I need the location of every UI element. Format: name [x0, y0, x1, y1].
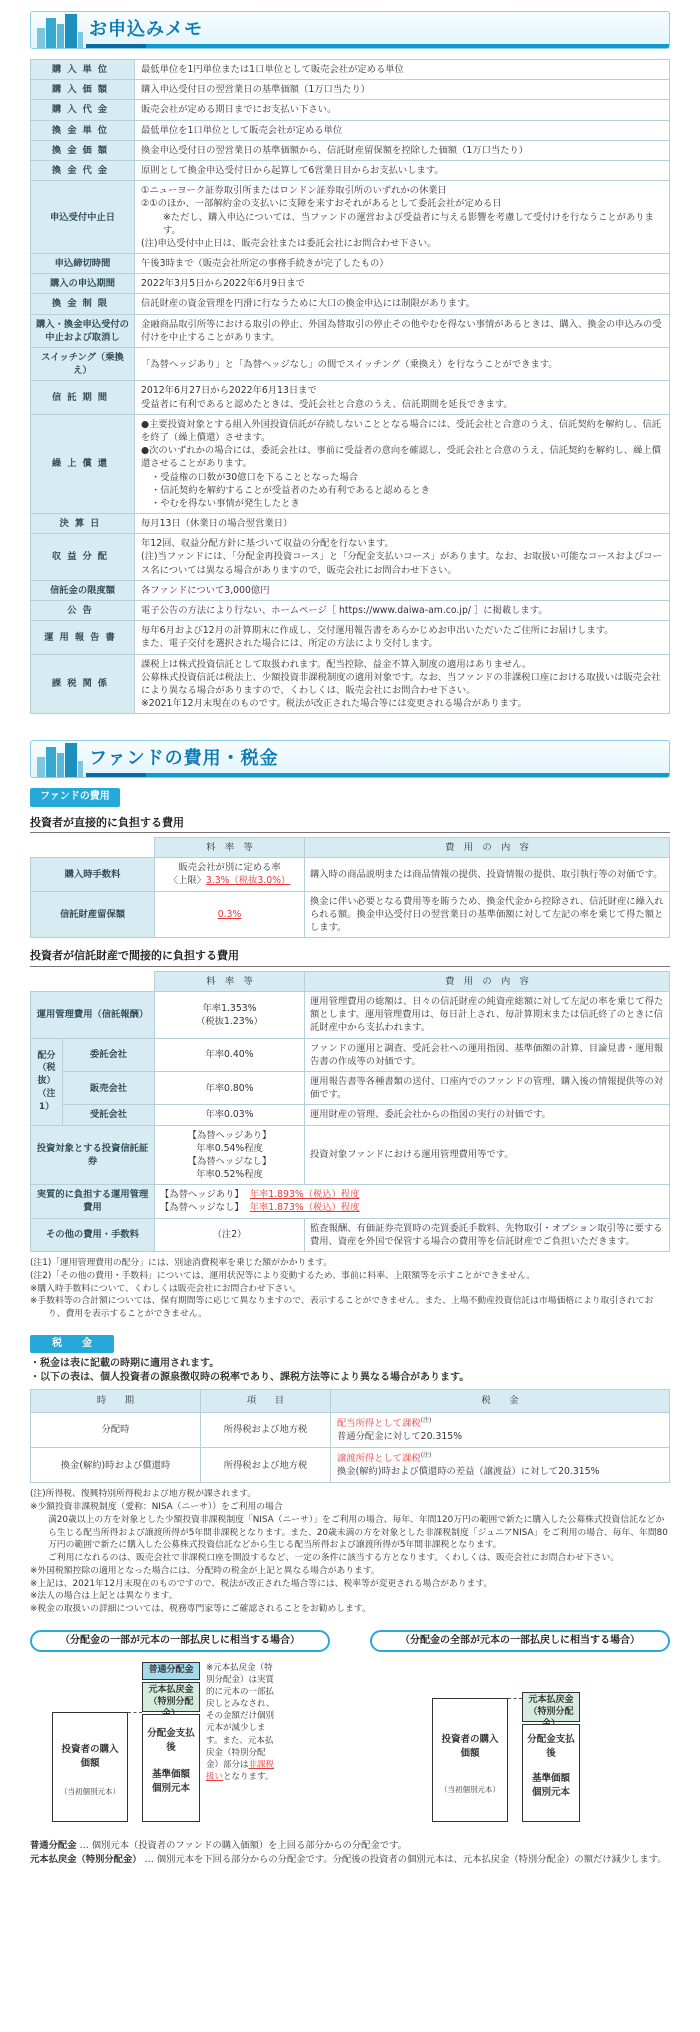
tax-table: 時 期 項 目 税 金 分配時 所得税および地方税 配当所得として課税$^{(注)}$ 普通分配金に対して20.315% 換金(解約)時および償還時 所得税および地方税 譲渡所得として課税$^{(注)}$ 換金(解約)時および償還時の差益（譲渡益）に対して20.315%	[30, 1389, 670, 1483]
memo-row-label: 購入の申込期間	[31, 274, 135, 294]
split-label: 配分（税抜）（注1）	[31, 1038, 63, 1125]
memo-row-label: 換金単位	[31, 120, 135, 140]
memo-row	[31, 140, 670, 160]
split-item-desc: ファンドの運用と調査、受託会社への運用指図、基準価額の計算、目論見書・運用報告書の作成等の対価です。	[305, 1038, 670, 1071]
diagram-footnotes: 普通分配金 … 個別元本（投資者のファンドの購入価額）を上回る部分からの分配金です。 元本払戻金（特別分配金） … 個別元本を下回る部分からの分配金です。分配後の投資者の個別元本は、元本払戻金（特別分配金）の額だけ減少します。	[30, 1840, 667, 1865]
special-dist-note: ※元本払戻金（特別分配金）は実質的に元本の一部払戻しとみなされ、その金額だけ個別元本が減少します。また、元本払戻金（特別分配金）部分は非課税扱いとなります。	[206, 1663, 275, 1782]
after-dist-box: 分配金支払後 基準価額 個別元本	[522, 1724, 580, 1822]
memo-row-value: 午後3時まで（販売会社所定の事務手続きが完了したもの）	[135, 254, 670, 274]
memo-row	[31, 580, 670, 600]
memo-row-value: ①ニューヨーク証券取引所またはロンドン証券取引所のいずれかの休業日 ②①のほか、一部解約金の支払いに支障を来すおそれがあるとして委託会社が定める日 ※ただし、購入申込については、当ファンドの運営および受益者に与える影響を考慮して受付けを行なうことがあります。 (注)申込受付中止日は、販売会社または委託会社にお問合わせ下さい。	[135, 181, 670, 254]
split-item-label: 販売会社	[63, 1071, 155, 1104]
memo-row-value: 金融商品取引所等における取引の停止、外国為替取引の停止その他やむを得ない事情があるときは、購入、換金の申込みの受付けを中止することがあります。	[135, 314, 670, 347]
memo-row-value: 購入申込受付日の翌営業日の基準価額（1万口当たり）	[135, 80, 670, 100]
split-item-label: 受託会社	[63, 1105, 155, 1125]
diagram-right-title: （分配金の全部が元本の一部払戻しに相当する場合）	[370, 1630, 670, 1652]
diagram-left	[30, 1630, 330, 1833]
other-fee-label: その他の費用・手数料	[31, 1218, 155, 1251]
purchase-price-box: 投資者の購入価額 （当初個別元本）	[52, 1712, 128, 1822]
memo-row	[31, 414, 670, 513]
memo-row-label: 購入・換金申込受付の中止および取消し	[31, 314, 135, 347]
building-icon	[35, 14, 83, 48]
memo-row-value: 換金申込受付日の翌営業日の基準価額から、信託財産留保額を控除した価額（1万口当たり）	[135, 140, 670, 160]
memo-row	[31, 381, 670, 414]
split-item-rate: 年率0.40%	[155, 1038, 305, 1071]
target-fund-rate: 【為替ヘッジあり】 年率0.54%程度 【為替ヘッジなし】 年率0.52%程度	[155, 1125, 305, 1185]
mgmt-fee-rate: 年率1.353% （税抜1.23%）	[155, 992, 305, 1039]
memo-row	[31, 100, 670, 120]
memo-row	[31, 254, 670, 274]
memo-row-value: 販売会社が定める期日までにお支払い下さい。	[135, 100, 670, 120]
memo-row-value: 年12回、収益分配方針に基づいて収益の分配を行ないます。 (注)当ファンドには、「分配金再投資コース」と「分配金支払いコース」があります。なお、お取扱い可能なコースおよびコース名については異なる場合がありますので、販売会社にお問合わせ下さい。	[135, 534, 670, 581]
memo-row-value: 「為替ヘッジあり」と「為替ヘッジなし」の間でスイッチング（乗換え）を行なうことができます。	[135, 348, 670, 381]
mgmt-fee-label: 運用管理費用（信託報酬）	[31, 992, 155, 1039]
split-item-rate: 年率0.80%	[155, 1071, 305, 1104]
buy-fee-desc: 購入時の商品説明または商品情報の提供、投資情報の提供、取引執行等の対価です。	[305, 858, 670, 891]
memo-row-value: 信託財産の資金管理を円滑に行なうために大口の換金申込には制限があります。	[135, 294, 670, 314]
split-item-rate: 年率0.03%	[155, 1105, 305, 1125]
memo-row	[31, 160, 670, 180]
memo-row	[31, 534, 670, 581]
memo-row-value: 毎年6月および12月の計算期末に作成し、交付運用報告書をあらかじめお申出いただいたご住所にお届けします。 また、電子交付を選択された場合には、所定の方法により交付します。	[135, 621, 670, 654]
memo-row-value: 原則として換金申込受付日から起算して6営業日目からお支払いします。	[135, 160, 670, 180]
memo-table	[30, 59, 670, 714]
memo-row-value: 2022年3月5日から2022年6月9日まで	[135, 274, 670, 294]
memo-header	[30, 11, 670, 49]
memo-row	[31, 348, 670, 381]
split-item-desc: 運用報告書等各種書類の送付、口座内でのファンドの管理、購入後の情報提供等の対価です。	[305, 1071, 670, 1104]
real-fee-label: 実質的に負担する運用管理費用	[31, 1185, 155, 1218]
after-dist-box: 分配金支払後 基準価額 個別元本	[142, 1714, 200, 1822]
diagram-right	[370, 1630, 670, 1833]
memo-row-label: 申込受付中止日	[31, 181, 135, 254]
col-rate: 料 率 等	[155, 838, 305, 858]
diagram-left-title: （分配金の一部が元本の一部払戻しに相当する場合）	[30, 1630, 330, 1652]
memo-row	[31, 60, 670, 80]
retention-label: 信託財産留保額	[31, 891, 155, 938]
memo-row-label: 収益分配	[31, 534, 135, 581]
memo-row	[31, 601, 670, 621]
split-item-label: 委託会社	[63, 1038, 155, 1071]
other-fee-rate: （注2）	[155, 1218, 305, 1251]
memo-row	[31, 514, 670, 534]
special-dist-box: 元本払戻金（特別分配	[142, 1682, 200, 1712]
memo-row	[31, 314, 670, 347]
memo-row-label: 購入単位	[31, 60, 135, 80]
retention-rate: 0.3%	[155, 891, 305, 938]
memo-row-label: 繰上償還	[31, 414, 135, 513]
memo-row-value: 最低単位を1口単位として販売会社が定める単位	[135, 120, 670, 140]
memo-row-value: ●主要投資対象とする組入外国投資信託が存続しないこととなる場合には、受託会社と合意のうえ、信託契約を解約し、信託を終了（繰上償還）させます。 ●次のいずれかの場合には、委託会社は、事前に受益者の意向を確認し、受託会社と合意のうえ、信託契約を解約し、繰上償還させることがあります。 ・受益権の口数が30億口を下ることとなった場合 ・信託契約を解約することが受益者のため有利であると認めるとき ・やむを得ない事情が発生したとき	[135, 414, 670, 513]
col-desc: 費 用 の 内 容	[305, 838, 670, 858]
fees-header	[30, 740, 670, 778]
memo-row	[31, 181, 670, 254]
memo-row-value: 課税上は株式投資信託として取扱われます。配当控除、益金不算入制度の適用はありません。 公募株式投資信託は税法上、少額投資非課税制度の適用対象です。なお、当ファンドの非課税口座における取扱いは販売会社により異なる場合がありますので、くわしくは、販売会社にお問合わせ下さい。 ※2021年12月末現在のものです。税法が改正された場合等には変更される場合があります。	[135, 654, 670, 714]
memo-row-label: 決算日	[31, 514, 135, 534]
memo-row-label: 換金価額	[31, 140, 135, 160]
buy-fee-rate: 販売会社が別に定める率 〈上限〉3.3%（税抜3.0%）	[155, 858, 305, 891]
memo-row	[31, 294, 670, 314]
special-dist-box: 元本払戻金（特別分配	[522, 1692, 580, 1722]
direct-fee-table	[30, 837, 670, 938]
memo-row	[31, 274, 670, 294]
memo-row-label: 運用報告書	[31, 621, 135, 654]
indirect-heading: 投資者が信託財産で間接的に負担する費用	[30, 948, 670, 967]
mgmt-fee-desc: 運用管理費用の総額は、日々の信託財産の純資産総額に対して左記の率を乗じて得た額とします。運用管理費用は、毎日計上され、毎計算期末または信託終了のときに信託財産中から支払われます。	[305, 992, 670, 1039]
memo-row-label: 換金代金	[31, 160, 135, 180]
tax-notes: (注)所得税、復興特別所得税および地方税が課されます。 ※少額投資非課税制度（愛称：NISA（ニーサ））をご利用の場合 満20歳以上の方を対象とした少額投資非課税制度「NISA（ニーサ）」をご利用の場合、毎年、年間120万円の範囲で新たに購入した公募株式投資信託などから生じる配当所得および譲渡所得が5年間非課税となります。また、20歳未満の方を対象とした非課税制度「ジュニアNISA」をご利用の場合、毎年、年間80万円の範囲で新たに購入した公募株式投資信託などから生じる配当所得および譲渡所得が5年間非課税となります。 ご利用になれるのは、販売会社で非課税口座を開設するなど、一定の条件に該当する方となります。くわしくは、販売会社にお問合わせ下さい。 ※外国税額控除の適用となった場合には、分配時の税金が上記と異なる場合があります。 ※上記は、2021年12月末現在のものですので、税法が改正された場合等には、税率等が変更される場合があります。 ※法人の場合は上記とは異なります。 ※税金の取扱いの詳細については、税務専門家等にご確認されることをお勧めします。	[30, 1489, 668, 1615]
memo-row-label: 購入代金	[31, 100, 135, 120]
memo-row-value: 各ファンドについて3,000億円	[135, 580, 670, 600]
memo-row-label: 信託期間	[31, 381, 135, 414]
indirect-fee-table: 料 率 等 費 用 の 内 容 運用管理費用（信託報酬） 年率1.353% （税抜1.23%） 運用管理費用の総額は、日々の信託財産の純資産総額に対して左記の率を乗じて得た額とします。運用管理費用は、毎日計上され、毎計算期末または信託終了のときに信託財産中から支払われます。 配分（税抜）（注1） 委託会社 年率0.40% ファンドの運用と調査、受託会社への運用指図、基準価額の計算、目論見書・運用報告書の作成等の対価です。 販売会社 年率0.80% 運用報告書等各種書類の送付、口座内でのファンドの管理、購入後の情報提供等の対価です。 受託会社 年率0.03% 運用財産の管理、委託会社からの指図の実行の対価です。 投資対象とする投資信託証券 【為替ヘッジあり】 年率0.54%程度 【為替ヘッジなし】 年率0.52%程度 投資対象ファンドにおける運用管理費用等です。 実質的に負担する運用管理費用 【為替ヘッジあり】 年率1.893%（税込）程度 【為替ヘッジなし】 年率1.873%（税込）程度 その他の費用・手数料 （注2） 監査報酬、有価証券売買時の売買委託手数料、先物取引・オプション取引等に要する費用、資産を外国で保管する場合の費用等を信託財産でご負担いただきます。	[30, 971, 670, 1252]
memo-row-value: 2012年6月27日から2022年6月13日まで 受益者に有利であると認めたときは、受託会社と合意のうえ、信託期間を延長できます。	[135, 381, 670, 414]
target-fund-desc: 投資対象ファンドにおける運用管理費用等です。	[305, 1125, 670, 1185]
buy-fee-label: 購入時手数料	[31, 858, 155, 891]
split-item-desc: 運用財産の管理、委託会社からの指図の実行の対価です。	[305, 1105, 670, 1125]
memo-row-label: 課税関係	[31, 654, 135, 714]
tax-intro: ・税金は表に記載の時期に適用されます。 ・以下の表は、個人投資者の源泉徴収時の税率であり、課税方法等により異なる場合があります。	[30, 1357, 470, 1384]
tax-pill: 税 金	[30, 1335, 114, 1353]
ordinary-dist-box: 普通分配金	[142, 1662, 200, 1680]
real-fee-values: 【為替ヘッジあり】 年率1.893%（税込）程度 【為替ヘッジなし】 年率1.873%（税込）程度	[155, 1185, 670, 1218]
memo-row	[31, 120, 670, 140]
memo-row-label: 申込締切時間	[31, 254, 135, 274]
fees-title: ファンドの費用・税金	[89, 748, 279, 770]
memo-row-label: 公告	[31, 601, 135, 621]
building-icon	[35, 743, 83, 777]
memo-row-label: スイッチング（乗換え）	[31, 348, 135, 381]
fee-notes: (注1)「運用管理費用の配分」には、別途消費税率を乗じた額がかかります。 (注2)「その他の費用・手数料」については、運用状況等により変動するため、事前に料率、上限額等を示すことができません。 ※購入時手数料について、くわしくは販売会社にお問合わせ下さい。 ※手数料等の合計額については、保有期間等に応じて異なりますので、表示することができません。また、上場不動産投資信託は市場価格により取引されており、費用を表示することができません。	[30, 1258, 654, 1320]
memo-row-label: 換金制限	[31, 294, 135, 314]
direct-heading: 投資者が直接的に負担する費用	[30, 815, 670, 834]
memo-row	[31, 80, 670, 100]
memo-row-value: 最低単位を1円単位または1口単位として販売会社が定める単位	[135, 60, 670, 80]
target-fund-label: 投資対象とする投資信託証券	[31, 1125, 155, 1185]
retention-desc: 換金に伴い必要となる費用等を賄うため、換金代金から控除され、信託財産に繰入れられる額。換金申込受付日の翌営業日の基準価額に対して左記の率を乗じて得た額とします。	[305, 891, 670, 938]
purchase-price-box: 投資者の購入価額 （当初個別元本）	[432, 1698, 508, 1822]
memo-row	[31, 621, 670, 654]
memo-row-value: 毎月13日（休業日の場合翌営業日）	[135, 514, 670, 534]
fees-pill: ファンドの費用	[30, 788, 120, 806]
distribution-diagram	[30, 1630, 670, 1833]
memo-row-value: 電子公告の方法により行ない、ホームページ［ https://www.daiwa-am.co.jp/ ］に掲載します。	[135, 601, 670, 621]
memo-title: お申込みメモ	[89, 19, 203, 40]
memo-row-label: 購入価額	[31, 80, 135, 100]
other-fee-desc: 監査報酬、有価証券売買時の売買委託手数料、先物取引・オプション取引等に要する費用、資産を外国で保管する場合の費用等を信託財産でご負担いただきます。	[305, 1218, 670, 1251]
memo-row	[31, 654, 670, 714]
memo-row-label: 信託金の限度額	[31, 580, 135, 600]
